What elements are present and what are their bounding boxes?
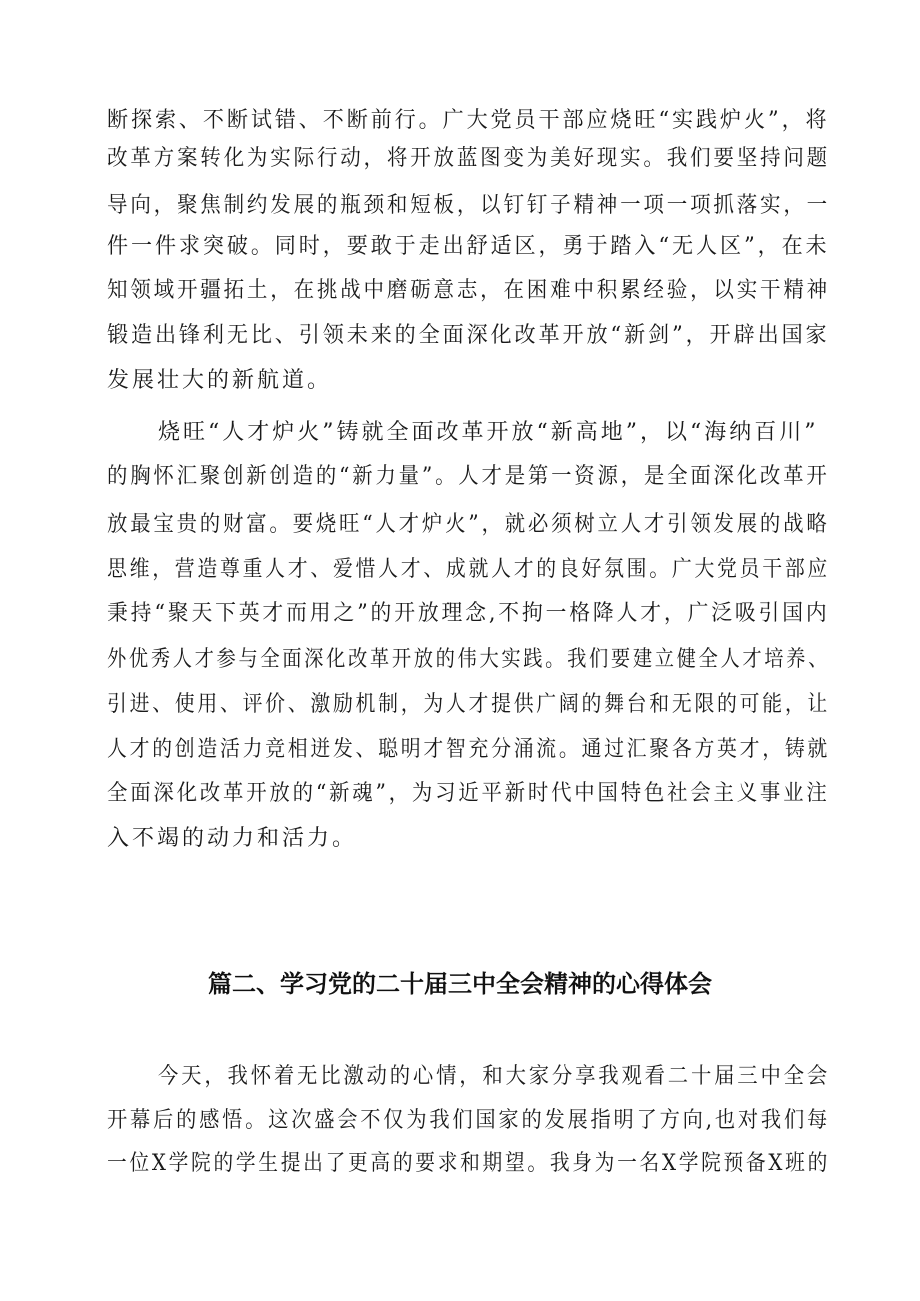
text-line: 导向，聚焦制约发展的瓶颈和短板，以钉钉子精神一项一项抓落实，一 bbox=[107, 193, 831, 218]
text-line: 今天，我怀着无比激动的心情，和大家分享我观看二十届三中全会 bbox=[158, 1064, 831, 1089]
text-line: 断探索、不断试错、不断前行。广大党员干部应烧旺“实践炉火”，将 bbox=[107, 108, 830, 133]
text-line: 全面深化改革开放的“新魂”，为习近平新时代中国特色社会主义事业注 bbox=[107, 781, 830, 806]
text-line: 知领域开疆拓土，在挑战中磨砺意志，在困难中积累经验，以实干精神 bbox=[107, 278, 831, 303]
text-line: 外优秀人才参与全面深化改革开放的伟大实践。我们要建立健全人才培养、 bbox=[107, 647, 831, 672]
text-line: 锻造出锋利无比、引领未来的全面深化改革开放“新剑”，开辟出国家 bbox=[107, 323, 830, 348]
text-line: 人才的创造活力竞相迸发、聪明才智充分涌流。通过汇聚各方英才，铸就 bbox=[107, 737, 831, 762]
text-line: 思维，营造尊重人才、爱惜人才、成就人才的良好氛围。广大党员干部应 bbox=[107, 557, 831, 582]
text-line: 发展壮大的新航道。 bbox=[107, 368, 333, 393]
text-line: 改革方案转化为实际行动，将开放蓝图变为美好现实。我们要坚持问题 bbox=[107, 146, 831, 171]
text-line: 放最宝贵的财富。要烧旺“人才炉火”，就必须树立人才引领发展的战略 bbox=[107, 512, 830, 537]
text-line: 秉持“聚天下英才而用之”的开放理念,不拘一格降人才，广泛吸引国内 bbox=[107, 601, 830, 626]
text-line: 入不竭的动力和活力。 bbox=[107, 826, 358, 851]
text-line: 的胸怀汇聚创新创造的“新力量”。人才是第一资源，是全面深化改革开 bbox=[107, 464, 830, 489]
text-line: 一位X学院的学生提出了更高的要求和期望。我身为一名X学院预备X班的 bbox=[107, 1151, 830, 1176]
text-line: 引进、使用、评价、激励机制，为人才提供广阔的舞台和无限的可能，让 bbox=[107, 692, 831, 717]
text-line: 件一件求突破。同时，要敢于走出舒适区，勇于踏入“无人区”，在未 bbox=[107, 234, 830, 259]
section-heading: 篇二、学习党的二十届三中全会精神的心得体会 bbox=[208, 970, 712, 998]
text-line: 烧旺“人才炉火”铸就全面改革开放“新高地”，以“海纳百川” bbox=[158, 420, 819, 445]
text-line: 开幕后的感悟。这次盛会不仅为我们国家的发展指明了方向,也对我们每 bbox=[107, 1108, 830, 1133]
